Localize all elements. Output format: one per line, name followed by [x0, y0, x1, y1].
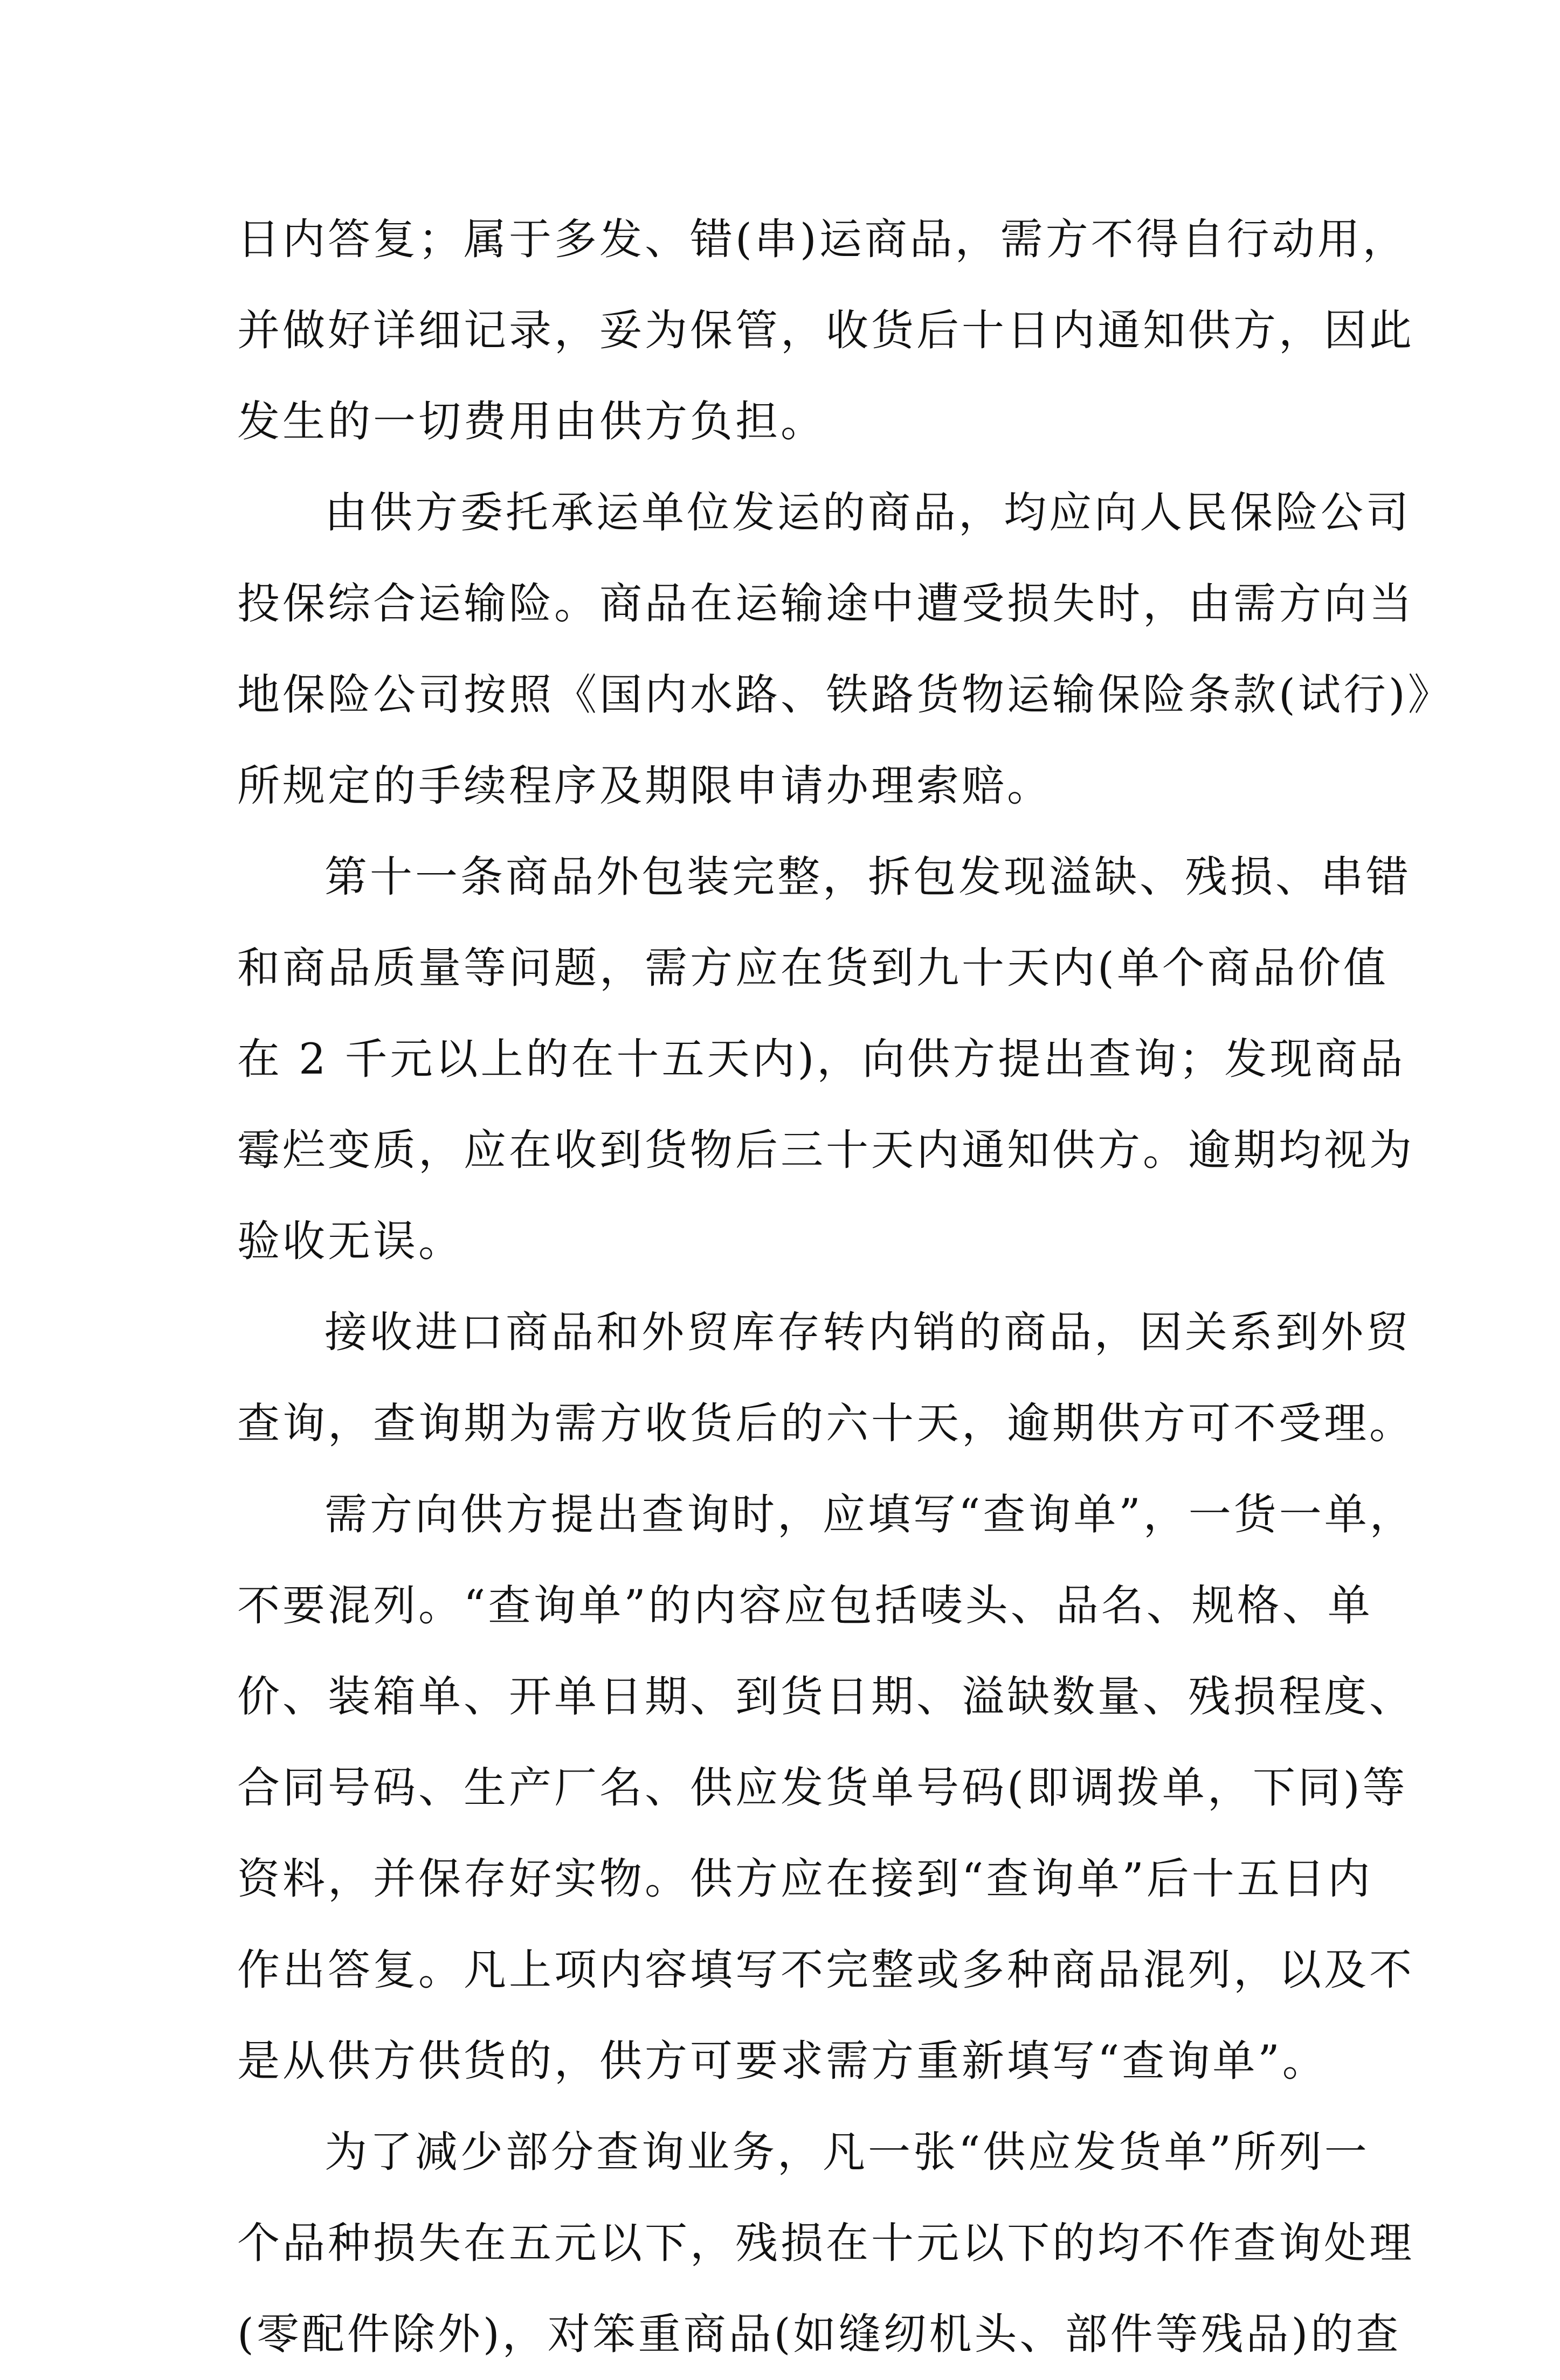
paragraph-first-line: 第十一条商品外包装完整，拆包发现溢缺、残损、串错 — [325, 852, 1411, 902]
text-line: 资料，并保存好实物。供方应在接到“查询单”后十五日内 — [237, 1854, 1373, 1904]
paragraph-first-line: 接收进口商品和外贸库存转内销的商品，因关系到外贸 — [325, 1307, 1411, 1357]
text-line: 霉烂变质，应在收到货物后三十天内通知供方。逾期均视为 — [237, 1125, 1414, 1175]
text-line: 地保险公司按照《国内水路、铁路货物运输保险条款(试行)》 — [237, 670, 1453, 719]
text-line: 个品种损失在五元以下，残损在十元以下的均不作查询处理 — [237, 2218, 1414, 2268]
text-line: 和商品质量等问题，需方应在货到九十天内(单个商品价值 — [237, 943, 1389, 993]
text-line: 作出答复。凡上项内容填写不完整或多种商品混列，以及不 — [237, 1945, 1414, 1995]
text-line: 并做好详细记录，妥为保管，收货后十日内通知供方，因此 — [237, 306, 1414, 355]
text-line: 所规定的手续程序及期限申请办理索赔。 — [237, 761, 1052, 811]
text-line: (零配件除外)，对笨重商品(如缝纫机头、部件等残品)的查 — [237, 2309, 1402, 2359]
paragraph-first-line: 为了减少部分查询业务，凡一张“供应发货单”所列一 — [325, 2127, 1370, 2177]
paragraph-first-line: 由供方委托承运单位发运的商品，均应向人民保险公司 — [325, 488, 1411, 537]
text-line: 价、装箱单、开单日期、到货日期、溢缺数量、残损程度、 — [237, 1672, 1414, 1721]
text-line: 是从供方供货的，供方可要求需方重新填写“查询单”。 — [237, 2036, 1328, 2086]
document-body — [237, 194, 1453, 2380]
text-line: 日内答复；属于多发、错(串)运商品，需方不得自行动用， — [237, 215, 1408, 264]
text-line: 发生的一切费用由供方负担。 — [237, 397, 826, 446]
text-line: 合同号码、生产厂名、供应发货单号码(即调拨单，下同)等 — [237, 1763, 1408, 1812]
text-line: 投保综合运输险。商品在运输途中遭受损失时，由需方向当 — [237, 579, 1414, 628]
text-line: 在 2 千元以上的在十五天内)，向供方提出查询；发现商品 — [237, 1034, 1406, 1084]
paragraph-first-line: 需方向供方提出查询时，应填写“查询单”，一货一单， — [325, 1490, 1415, 1539]
text-line: 验收无误。 — [237, 1216, 464, 1266]
text-line: 查询，查询期为需方收货后的六十天，逾期供方可不受理。 — [237, 1399, 1414, 1448]
text-line: 不要混列。“查询单”的内容应包括唛头、品名、规格、单 — [237, 1581, 1373, 1630]
